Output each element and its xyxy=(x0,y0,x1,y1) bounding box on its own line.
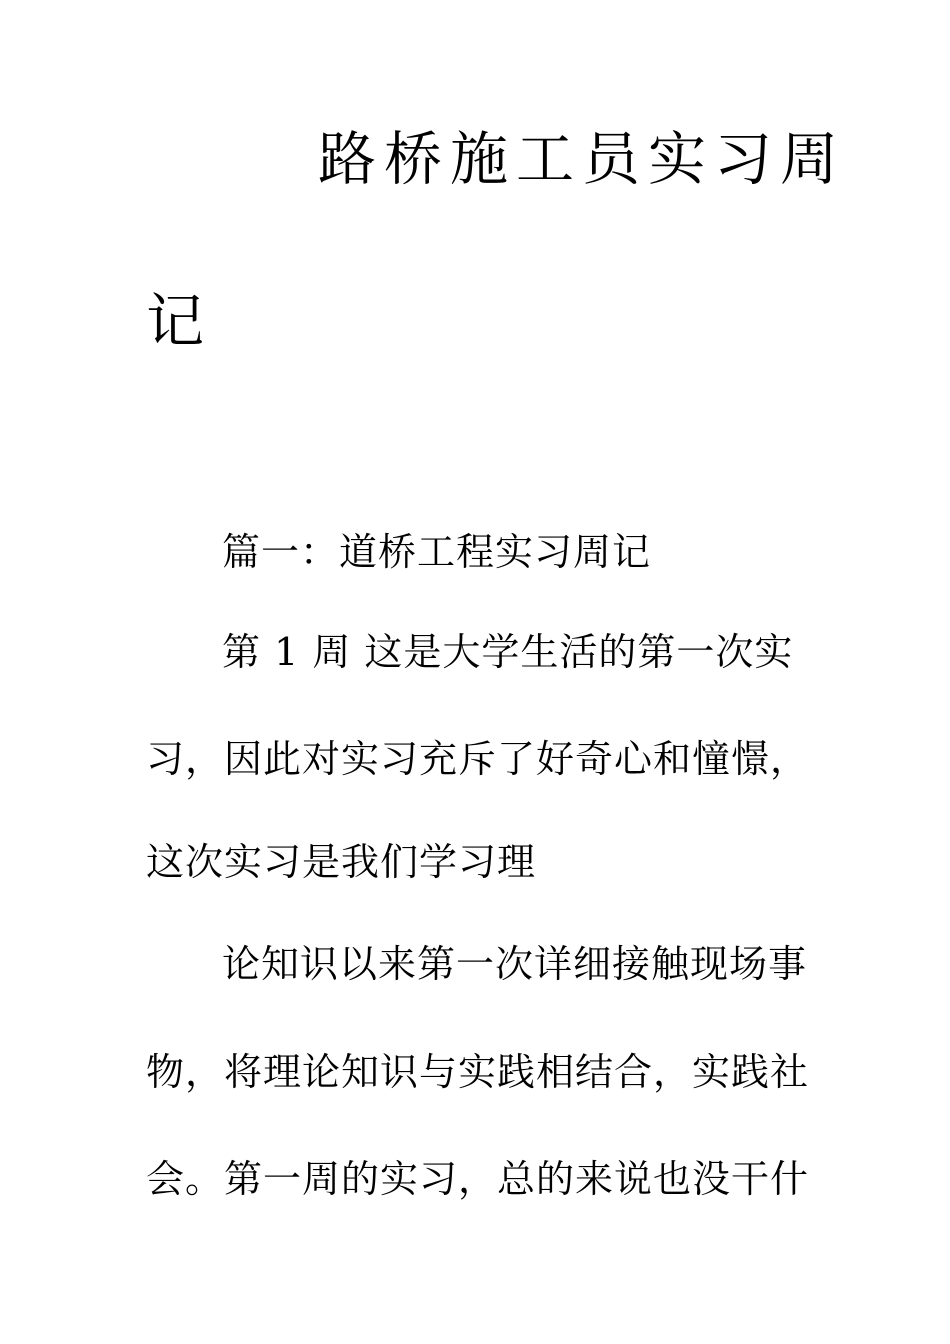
paragraph-1-line-2: 习，因此对实习充斥了好奇心和憧憬， xyxy=(146,737,810,781)
paragraph-2-line-3: 会。第一周的实习，总的来说也没干什 xyxy=(146,1157,810,1201)
document-title-line-1: 路桥施工员实习周 xyxy=(318,125,847,193)
paragraph-1-line-3: 这次实习是我们学习理 xyxy=(146,840,537,884)
paragraph-1-line-1: 第 1 周 这是大学生活的第一次实 xyxy=(222,630,794,674)
section-heading: 篇一：道桥工程实习周记 xyxy=(222,530,652,574)
paragraph-2-line-1: 论知识以来第一次详细接触现场事 xyxy=(222,942,808,986)
paragraph-2-line-2: 物，将理论知识与实践相结合，实践社 xyxy=(146,1050,810,1094)
document-title-line-2: 记 xyxy=(146,287,213,355)
